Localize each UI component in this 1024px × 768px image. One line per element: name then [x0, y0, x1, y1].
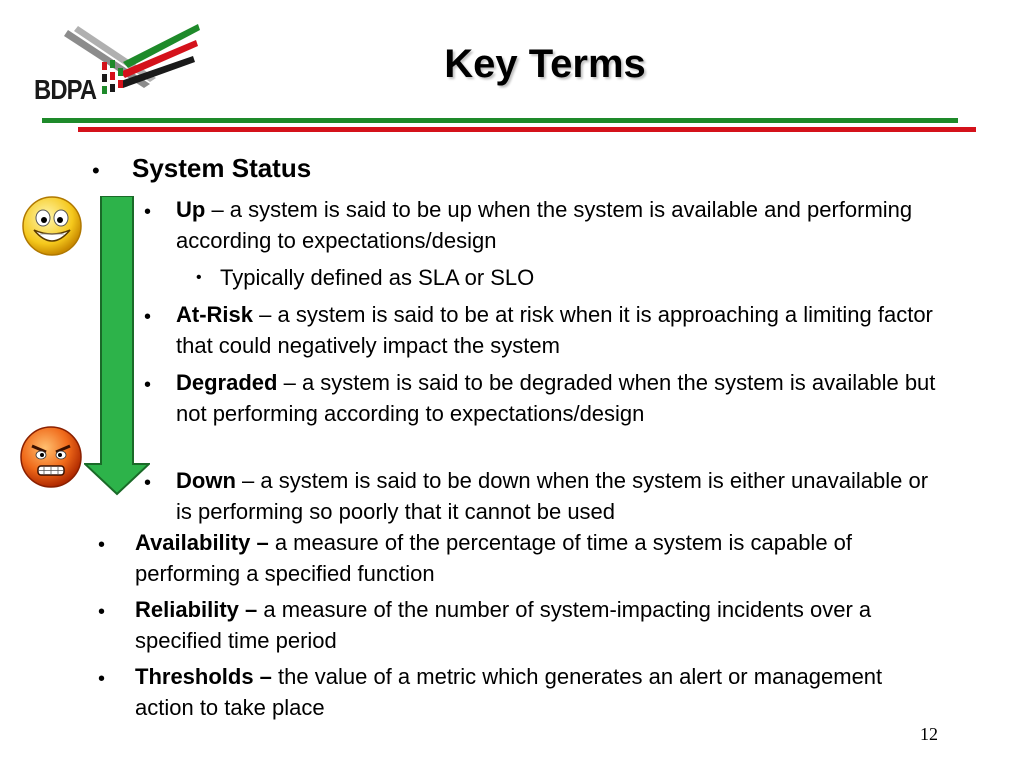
- down-arrow-icon: [84, 196, 150, 496]
- red-divider: [78, 127, 976, 132]
- bdpa-logo: [28, 22, 203, 117]
- item-thresholds: [135, 662, 915, 723]
- definition-degraded: – a system is said to be degraded when the system is available but not performing according to expectations/design: [176, 370, 936, 426]
- slide-title: Key Terms: [444, 42, 646, 86]
- status-item-up: [176, 195, 936, 256]
- term-availability: Availability –: [135, 530, 275, 555]
- bullet-sla: •: [196, 269, 202, 286]
- bullet-reliability: •: [98, 601, 106, 623]
- bullet-down: •: [144, 472, 152, 494]
- bullet-degraded: •: [144, 374, 152, 396]
- status-item-degraded: [176, 368, 941, 429]
- term-degraded: Degraded: [176, 370, 278, 395]
- up-subitem: Typically defined as SLA or SLO: [220, 265, 535, 290]
- bullet-system-status: •: [92, 158, 100, 183]
- happy-face-icon: [20, 194, 84, 258]
- term-thresholds: Thresholds –: [135, 664, 279, 689]
- item-reliability: [135, 595, 905, 656]
- status-item-down: [176, 466, 941, 527]
- term-up: Up: [176, 197, 206, 222]
- bullet-at-risk: •: [144, 306, 152, 328]
- status-item-at-risk: [176, 300, 936, 361]
- logo-text: BDPA: [34, 74, 97, 105]
- bullet-thresholds: •: [98, 668, 106, 690]
- page-number: 12: [920, 724, 938, 744]
- term-reliability: Reliability –: [135, 597, 264, 622]
- term-at-risk: At-Risk: [176, 302, 254, 327]
- angry-face-icon: [18, 424, 84, 490]
- section-heading: System Status: [132, 153, 312, 183]
- term-down: Down: [176, 468, 236, 493]
- definition-at-risk: – a system is said to be at risk when it is approaching a limiting factor that could negatively impact the system: [176, 302, 933, 358]
- definition-down: – a system is said to be down when the system is either unavailable or is performing so poorly that it cannot be used: [176, 468, 929, 524]
- definition-up: – a system is said to be up when the system is available and performing according to expectations/design: [176, 197, 913, 253]
- definition-availability: a measure of the percentage of time a system is capable of performing a specified function: [135, 530, 853, 586]
- definition-reliability: a measure of the number of system-impacting incidents over a specified time period: [135, 597, 872, 653]
- bullet-availability: •: [98, 534, 106, 556]
- bullet-up: •: [144, 201, 152, 223]
- green-divider: [42, 118, 958, 123]
- item-availability: [135, 528, 905, 589]
- definition-thresholds: the value of a metric which generates an alert or management action to take place: [135, 664, 883, 720]
